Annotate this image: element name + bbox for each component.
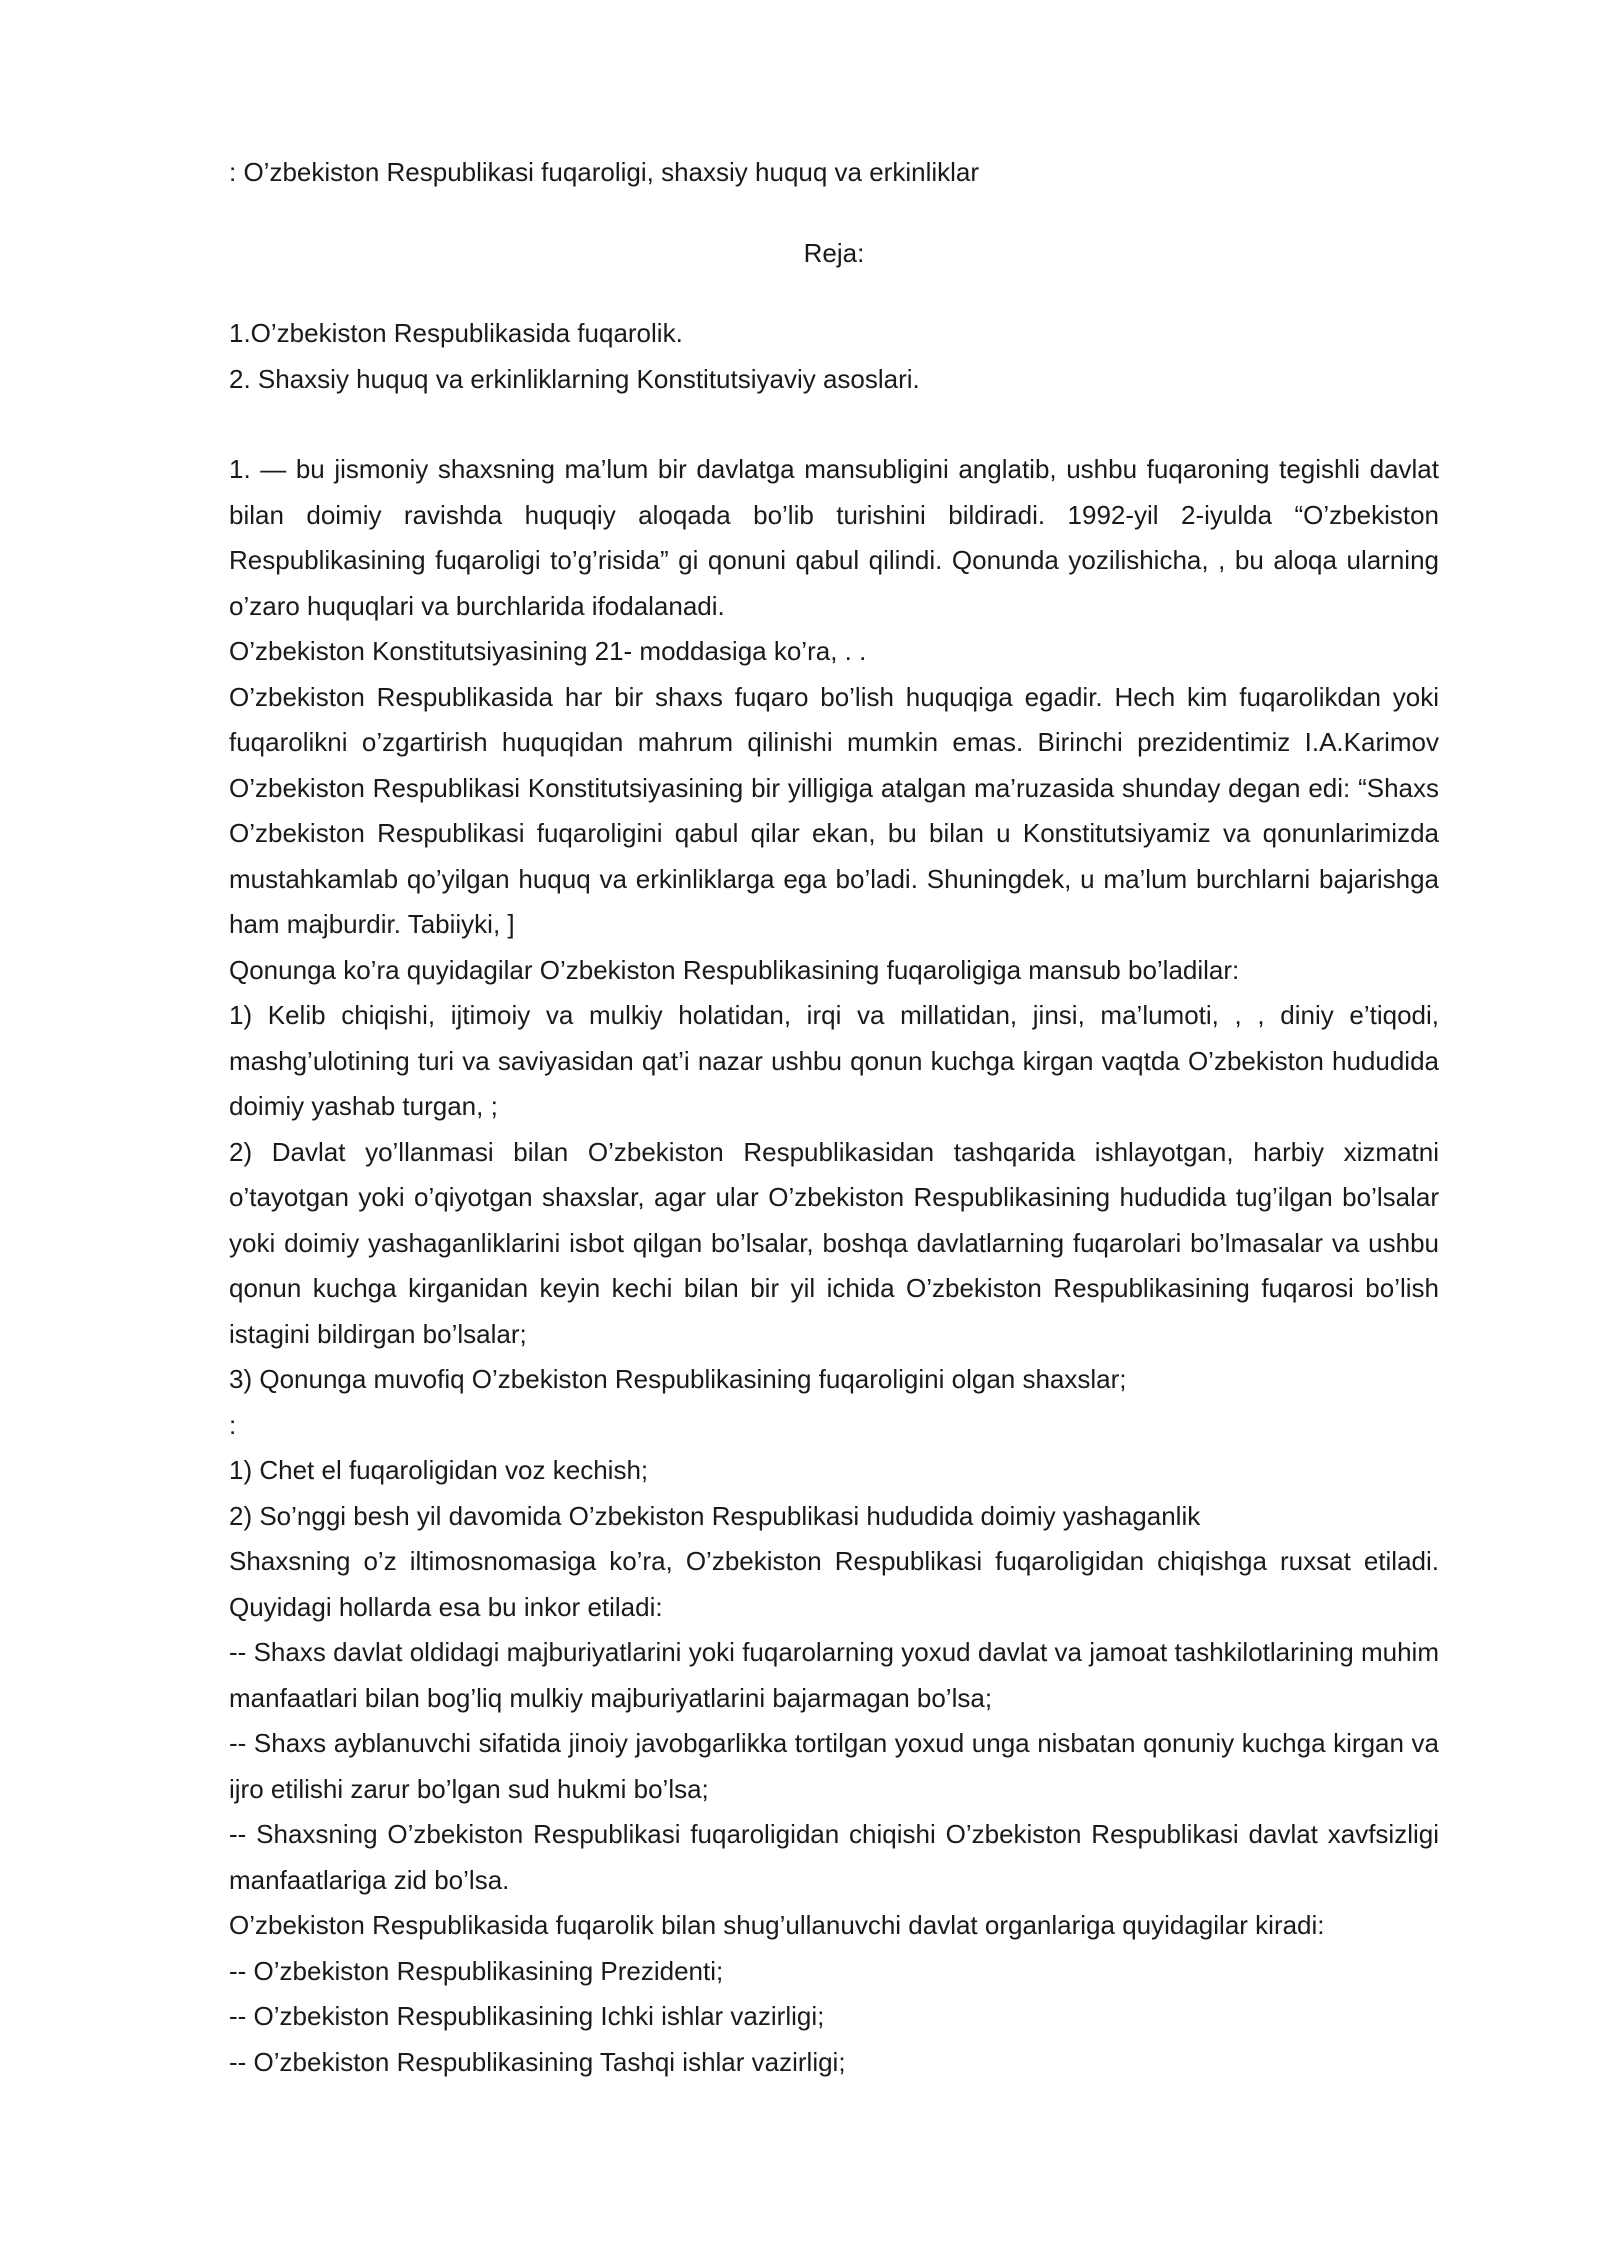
- section-gap: [229, 402, 1439, 447]
- list-item: 3) Qonunga muvofiq O’zbekiston Respublikasining fuqaroligini olgan shaxslar;: [229, 1364, 1127, 1394]
- dash-item: -- O’zbekiston Respublikasining Prezidenti;: [229, 1955, 724, 1986]
- paragraph-state-organs: O’zbekiston Respublikasida fuqarolik bilan shug’ullanuvchi davlat organlariga quyidagilar kiradi:: [229, 1910, 1325, 1940]
- paragraph-renunciation: Shaxsning o’z iltimosnomasiga ko’ra, O’zbekiston Respublikasi fuqaroligidan chiqishga ruxsat etiladi. Quyidagi hollarda esa bu inkor etiladi:: [229, 1546, 1439, 1622]
- dash-item: -- Shaxs davlat oldidagi majburiyatlarini yoki fuqarolarning yoxud davlat va jamoat tashkilotlarining muhim manfaatlari bilan bog’liq mulkiy majburiyatlarini bajarmagan bo’lsa;: [229, 1637, 1439, 1713]
- dash-item: -- O’zbekiston Respublikasining Ichki ishlar vazirligi;: [229, 2001, 825, 2031]
- paragraph-definition: 1. — bu jismoniy shaxsning ma’lum bir davlatga mansubligini anglatib, ushbu fuqaroning tegishli davlat bilan doimiy ravishda huquqiy aloqada bo’lib turishini bildiradi. 1992-yil 2-iyulda “O’zbekiston Respublikasining fuqaroligi to’g’risida” gi qonuni qabul qilindi. Qonunda yozilishicha, , bu aloqa ularning o’zaro huquqlari va burchlarida ifodalanadi.: [229, 454, 1439, 621]
- list-item: 2) So’nggi besh yil davomida O’zbekiston Respublikasi hududida doimiy yashaganlik: [229, 1500, 1201, 1531]
- plan-item: 2. Shaxsiy huquq va erkinliklarning Konstitutsiyaviy asoslari.: [229, 363, 920, 394]
- document-page: [229, 150, 1439, 2085]
- plan-heading: Reja:: [803, 237, 865, 268]
- document-title: : O’zbekiston Respublikasi fuqaroligi, shaxsiy huquq va erkinliklar: [229, 157, 980, 187]
- paragraph-list-intro: Qonunga ko’ra quyidagilar O’zbekiston Respublikasining fuqaroligiga mansub bo’ladilar:: [229, 954, 1240, 985]
- list-item: 2) Davlat yo’llanmasi bilan O’zbekiston Respublikasidan tashqarida ishlayotgan, harbiy xizmatni o’tayotgan yoki o’qiyotgan shaxslar, agar ular O’zbekiston Respublikasining hududida tug’ilgan bo’lsalar yoki doimiy yashaganliklarini isbot qilgan bo’lsalar, boshqa davlatlarning fuqarolari bo’lmasalar va ushbu qonun kuchga kirganidan keyin kechi bilan bir yil ichida O’zbekiston Respublikasining fuqarosi bo’lish istagini bildirgan bo’lsalar;: [229, 1136, 1439, 1349]
- paragraph-article-21: O’zbekiston Konstitutsiyasining 21- moddasiga ko’ra, . .: [229, 636, 867, 666]
- paragraph-citizenship-right: O’zbekiston Respublikasida har bir shaxs fuqaro bo’lish huquqiga egadir. Hech kim fuqarolikdan yoki fuqarolikni o’zgartirish huquqidan mahrum qilinishi mumkin emas. Birinchi prezidentimiz I.A.Karimov O’zbekiston Respublikasi Konstitutsiyasining bir yilligiga atalgan ma’ruzasida shunday degan edi: “Shaxs O’zbekiston Respublikasi fuqaroligini qabul qilar ekan, bu bilan u Konstitutsiyamiz va qonunlarimizda mustahkamlab qo’yilgan huquq va erkinliklarga ega bo’ladi. Shuningdek, u ma’lum burchlarni bajarishga ham majburdir. Tabiiyki, ]: [229, 681, 1439, 939]
- list-item: 1) Chet el fuqaroligidan voz kechish;: [229, 1455, 649, 1485]
- dash-item: -- Shaxsning O’zbekiston Respublikasi fuqaroligidan chiqishi O’zbekiston Respublikasi davlat xavfsizligi manfaatlariga zid bo’lsa.: [229, 1819, 1439, 1895]
- list-item: 1) Kelib chiqishi, ijtimoiy va mulkiy holatidan, irqi va millatidan, jinsi, ma’lumoti, , , diniy e’tiqodi, mashg’ulotining turi va saviyasidan qat’i nazar ushbu qonun kuchga kirgan vaqtda O’zbekiston hududida doimiy yashab turgan, ;: [229, 1000, 1439, 1121]
- plan-item: 1.O’zbekiston Respublikasida fuqarolik.: [229, 318, 683, 348]
- colon-line: :: [229, 1409, 237, 1440]
- dash-item: -- Shaxs ayblanuvchi sifatida jinoiy javobgarlikka tortilgan yoxud unga nisbatan qonuniy kuchga kirgan va ijro etilishi zarur bo’lgan sud hukmi bo’lsa;: [229, 1728, 1439, 1804]
- dash-item: -- O’zbekiston Respublikasining Tashqi ishlar vazirligi;: [229, 2046, 846, 2077]
